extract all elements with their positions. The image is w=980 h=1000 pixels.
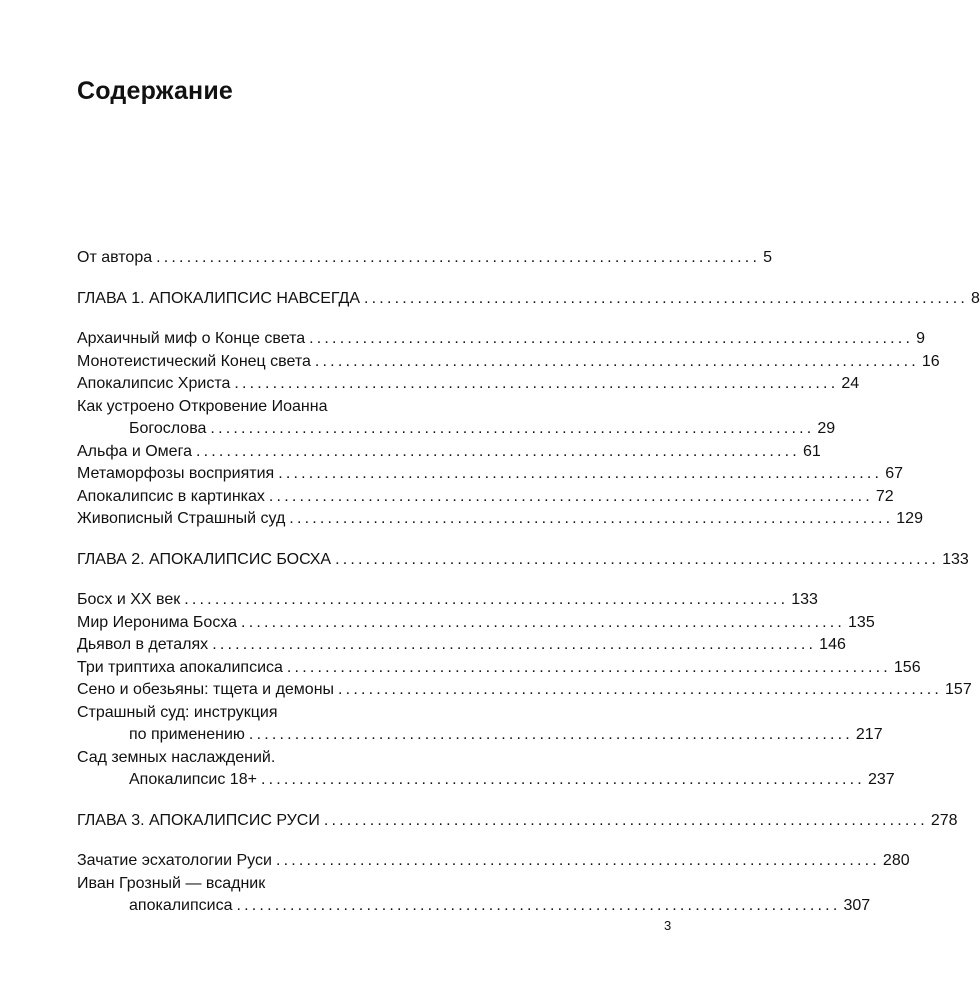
toc-chapter-label: ГЛАВА 3. АПОКАЛИПСИС РУСИ	[77, 811, 320, 829]
toc-entry-page: 9	[916, 330, 925, 347]
toc-entry-page: 237	[867, 771, 895, 788]
toc-chapter-label: ГЛАВА 1. АПОКАЛИПСИС НАВСЕГДА	[77, 289, 361, 307]
dot-leader: ...............................................................................	[335, 550, 940, 568]
toc-entry-label: Как устроено Откровение Иоанна	[77, 397, 328, 415]
toc-entry-label: Три триптиха апокалипсиса	[77, 658, 283, 676]
dot-leader: ...............................................................................	[195, 442, 800, 460]
toc-chapter-page: 278	[930, 811, 958, 829]
toc-entry-label: Сад земных наслаждений.	[77, 748, 276, 766]
dot-leader: ...............................................................................	[156, 249, 761, 266]
toc-entry	[77, 486, 894, 509]
toc-entry-label: Босх и XX век	[77, 591, 181, 608]
dot-leader: ...............................................................................	[364, 289, 968, 307]
toc-entry-page: 61	[802, 442, 821, 460]
toc-entry-label: Богослова	[129, 420, 207, 437]
dot-leader: ...............................................................................	[286, 658, 891, 676]
dot-leader: ...............................................................................	[275, 852, 880, 869]
dot-leader: ...............................................................................	[241, 613, 846, 631]
spacer	[77, 792, 458, 810]
toc-entry-line2	[77, 724, 883, 747]
dot-leader: ...............................................................................	[268, 487, 873, 505]
toc-entry-page: 146	[819, 636, 846, 653]
toc-entry	[77, 657, 921, 680]
toc-entry-line2	[77, 769, 895, 792]
toc-entry-page: 135	[848, 613, 875, 631]
toc-entry	[77, 373, 860, 396]
toc-entry-label: апокалипсиса	[129, 897, 233, 914]
toc-entry-line1	[77, 747, 458, 770]
toc-chapter-page: 133	[942, 550, 969, 568]
toc-entry-label: Страшный суд: инструкция	[77, 703, 278, 721]
toc-entry-label: Архаичный миф о Конце света	[77, 330, 306, 347]
toc-entry-label: Альфа и Омега	[77, 442, 192, 460]
toc-entry-label: Апокалипсис Христа	[77, 375, 231, 392]
toc-entry-line2	[77, 895, 871, 918]
page-number: 3	[664, 918, 672, 933]
toc-entry-page: 217	[855, 726, 883, 743]
toc-entry	[77, 850, 910, 873]
toc-entry-label: по применению	[129, 726, 245, 743]
toc-entry-page: 129	[896, 510, 923, 527]
toc-entry-label: Мир Иеронима Босха	[77, 613, 238, 631]
toc-chapter-label: ГЛАВА 2. АПОКАЛИПСИС БОСХА	[77, 550, 332, 568]
toc-entry-page: 133	[791, 591, 818, 608]
dot-leader: ...............................................................................	[338, 681, 943, 698]
toc-entry	[77, 328, 925, 351]
toc-entry-page: 16	[921, 352, 940, 370]
spacer	[77, 571, 458, 589]
toc-entry-page: 24	[841, 375, 860, 392]
toc-entry-page: 156	[893, 658, 921, 676]
toc-entry-label: Живописный Страшный суд	[77, 510, 286, 527]
toc-entry-label: От автора	[77, 249, 153, 266]
toc-entry	[77, 351, 940, 374]
page-title: Содержание	[77, 77, 234, 105]
dot-leader: ...............................................................................	[184, 591, 789, 608]
dot-leader: ...............................................................................	[236, 897, 841, 914]
toc-entry-author	[77, 247, 772, 270]
toc-chapter-1-heading	[77, 288, 980, 311]
toc-entry-line1	[77, 702, 458, 725]
toc-entry	[77, 612, 875, 635]
spacer	[77, 531, 458, 549]
toc-entry-label: Апокалипсис 18+	[129, 771, 257, 788]
toc-entry-page: 280	[882, 852, 910, 869]
toc-entry-label: Дьявол в деталях	[77, 636, 209, 653]
toc-entry	[77, 508, 923, 531]
dot-leader: ...............................................................................	[278, 465, 883, 482]
toc-chapter-3-heading	[77, 810, 958, 833]
toc-entry-label: Зачатие эсхатологии Руси	[77, 852, 272, 869]
toc-entry-label: Монотеистический Конец света	[77, 352, 311, 370]
toc-chapter-2-heading	[77, 549, 969, 572]
toc-entry-page: 307	[843, 897, 871, 914]
toc-entry-line1	[77, 873, 458, 896]
toc-entry-page: 29	[817, 420, 836, 437]
toc-entry-page: 157	[945, 681, 972, 698]
dot-leader: ...............................................................................	[234, 375, 839, 392]
toc-entry-label: Иван Грозный — всадник	[77, 874, 266, 892]
toc-chapter-page: 8	[971, 289, 980, 307]
dot-leader: ...............................................................................	[314, 352, 919, 370]
toc-entry	[77, 463, 903, 486]
dot-leader: ...............................................................................	[212, 636, 817, 653]
toc-entry-line2	[77, 418, 836, 441]
toc-entry	[77, 634, 846, 657]
toc-entry-page: 5	[763, 249, 772, 266]
toc-entry	[77, 679, 972, 702]
dot-leader: ...............................................................................	[323, 811, 928, 829]
dot-leader: ...............................................................................	[248, 726, 853, 743]
spacer	[77, 270, 458, 288]
toc-entry-label: Сено и обезьяны: тщета и демоны	[77, 681, 335, 698]
toc-entry-label: Апокалипсис в картинках	[77, 487, 265, 505]
dot-leader: ...............................................................................	[289, 510, 894, 527]
toc-entry	[77, 589, 818, 612]
toc-entry-page: 72	[875, 487, 894, 505]
dot-leader: ...............................................................................	[309, 330, 914, 347]
toc-entry-label: Метаморфозы восприятия	[77, 465, 275, 482]
table-of-contents	[77, 247, 980, 918]
toc-entry-line1	[77, 396, 458, 419]
dot-leader: ...............................................................................	[260, 771, 865, 788]
toc-entry	[77, 441, 821, 464]
spacer	[77, 310, 458, 328]
toc-entry-page: 67	[885, 465, 903, 482]
dot-leader: ...............................................................................	[210, 420, 815, 437]
spacer	[77, 832, 458, 850]
